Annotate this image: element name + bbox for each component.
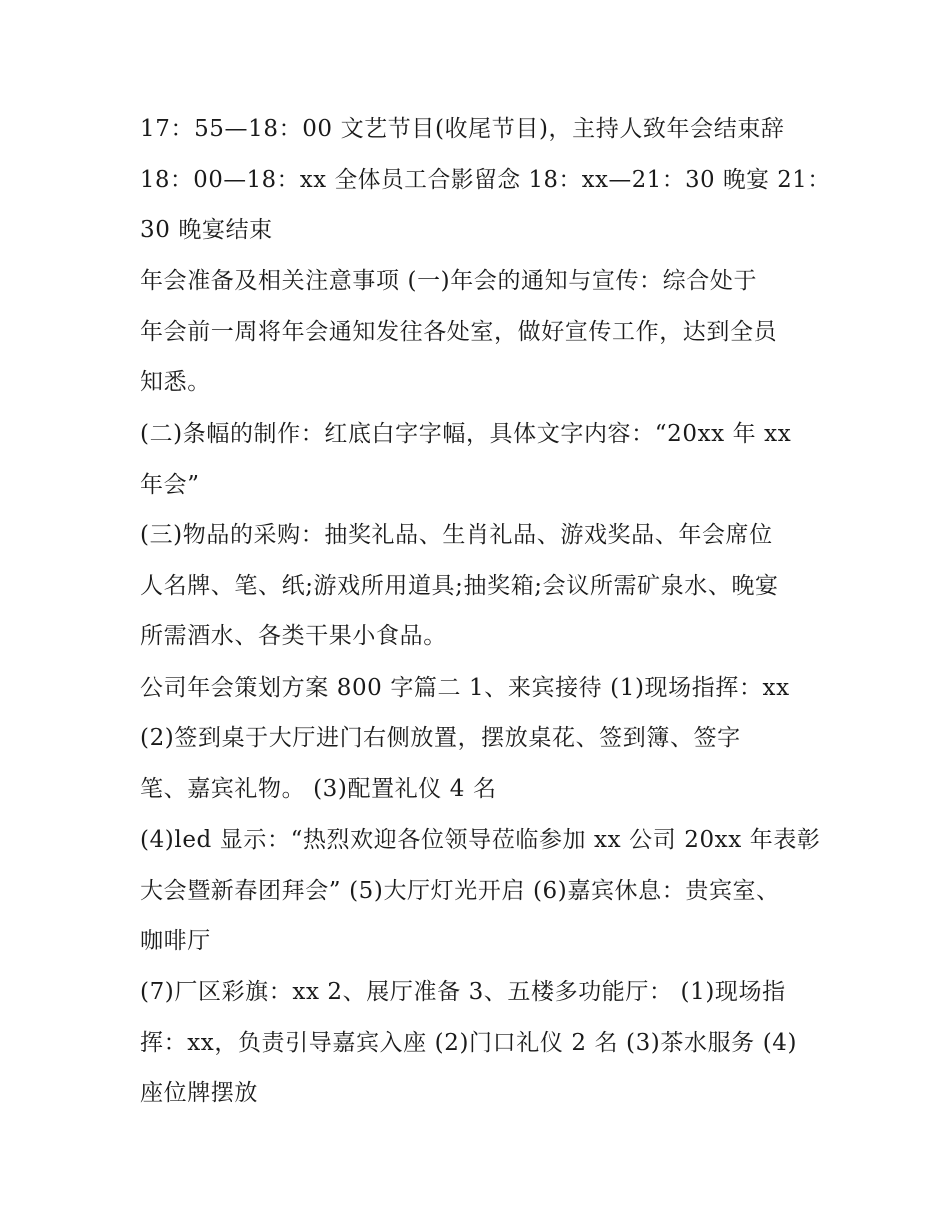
text-line: 所需酒水、各类干果小食品。 — [140, 623, 447, 649]
text-line: 18：00—18：xx 全体员工合影留念 18：xx—21：30 晚宴 21： — [140, 167, 831, 193]
text-line: 17：55—18：00 文艺节目(收尾节目)，主持人致年会结束辞 — [140, 116, 785, 142]
text-line: 年会” — [140, 472, 200, 498]
text-line: (2)签到桌于大厅进门右侧放置，摆放桌花、签到簿、签字 — [140, 725, 741, 751]
text-line: 年会前一周将年会通知发往各处室，做好宣传工作，达到全员 — [140, 319, 778, 345]
text-line: 公司年会策划方案 800 字篇二 1、来宾接待 (1)现场指挥：xx — [140, 675, 790, 701]
text-line: (7)厂区彩旗：xx 2、展厅准备 3、五楼多功能厅： (1)现场指 — [140, 979, 786, 1005]
text-line: 咖啡厅 — [140, 928, 211, 954]
text-line: (4)led 显示：“热烈欢迎各位领导莅临参加 xx 公司 20xx 年表彰 — [140, 827, 821, 853]
text-line: 知悉。 — [140, 369, 211, 395]
text-line: 笔、嘉宾礼物。 (3)配置礼仪 4 名 — [140, 776, 497, 802]
text-line: 年会准备及相关注意事项 (一)年会的通知与宣传：综合处于 — [140, 268, 758, 294]
text-line: 挥：xx，负责引导嘉宾入座 (2)门口礼仪 2 名 (3)茶水服务 (4) — [140, 1030, 798, 1056]
text-line: 大会暨新春团拜会” (5)大厅灯光开启 (6)嘉宾休息：贵宾室、 — [140, 878, 780, 904]
text-line: (二)条幅的制作：红底白字字幅，具体文字内容：“20xx 年 xx — [140, 421, 792, 447]
text-line: 人名牌、笔、纸;游戏所用道具;抽奖箱;会议所需矿泉水、晚宴 — [140, 573, 779, 599]
text-line: (三)物品的采购：抽奖礼品、生肖礼品、游戏奖品、年会席位 — [140, 522, 773, 548]
text-line: 座位牌摆放 — [140, 1080, 258, 1106]
text-line: 30 晚宴结束 — [140, 217, 273, 243]
